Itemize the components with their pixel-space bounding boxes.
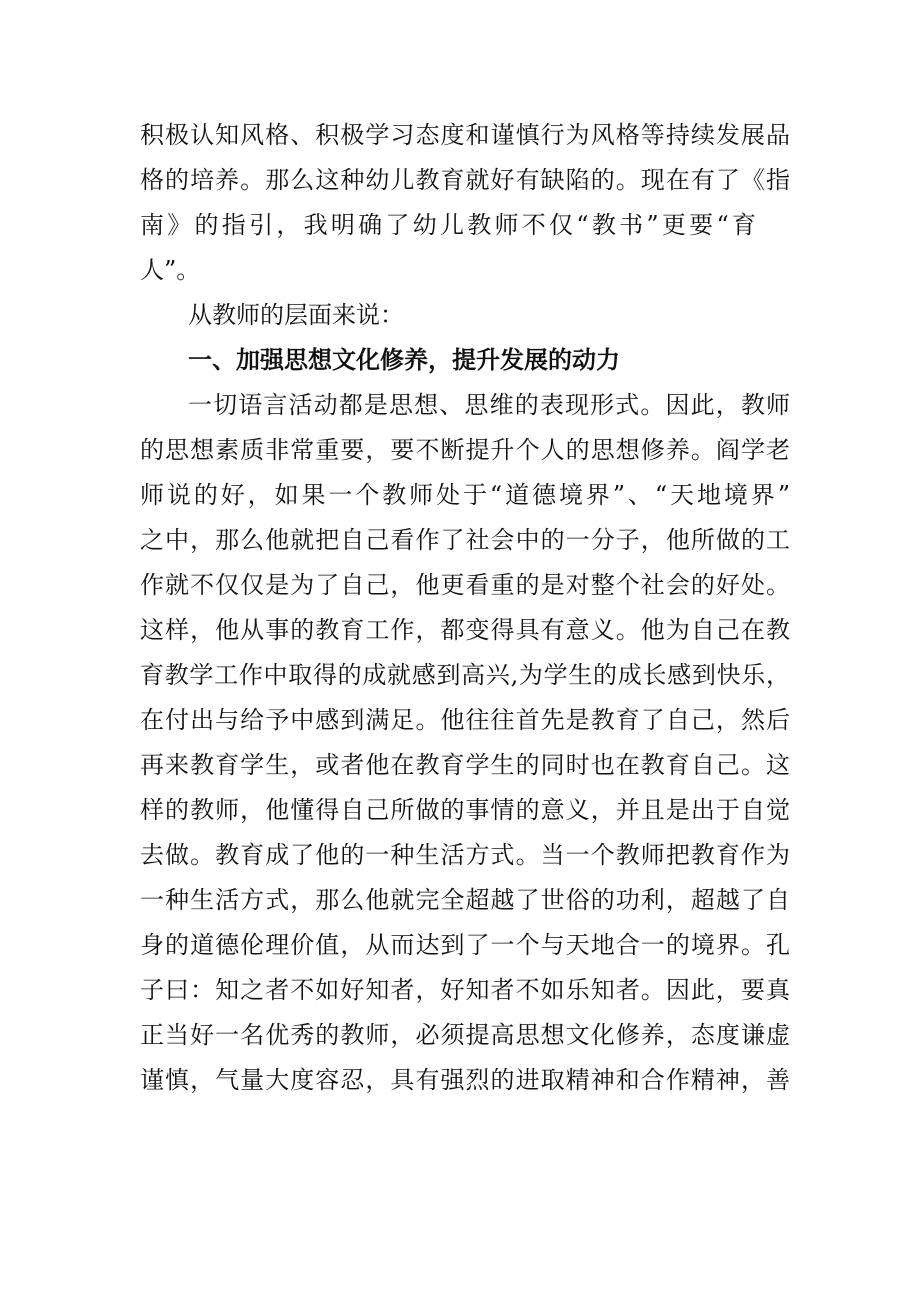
paragraph-3-line-8: 在付出与给予中感到满足。他往往首先是教育了自己，然后 — [140, 706, 790, 734]
paragraph-1-line-2: 格的培养。那么这种幼儿教育就好有缺陷的。现在有了《指 — [140, 166, 790, 194]
paragraph-3-line-5: 作就不仅仅是为了自己，他更看重的是对整个社会的好处。 — [140, 571, 790, 599]
paragraph-3-line-2: 的思想素质非常重要，要不断提升个人的思想修养。阎学老 — [140, 436, 790, 464]
paragraph-3-line-9: 再来教育学生，或者他在教育学生的同时也在教育自己。这 — [140, 751, 790, 779]
paragraph-3-line-13: 身的道德伦理价值，从而达到了一个与天地合一的境界。孔 — [140, 931, 790, 959]
paragraph-3-line-16: 谨慎，气量大度容忍，具有强烈的进取精神和合作精神，善 — [140, 1066, 790, 1094]
paragraph-1 — [140, 113, 790, 293]
paragraph-2: 从教师的层面来说： — [188, 301, 404, 329]
section-heading-1: 一、加强思想文化修养，提升发展的动力 — [188, 346, 620, 374]
paragraph-3-line-7: 育教学工作中取得的成就感到高兴,为学生的成长感到快乐， — [140, 661, 790, 689]
paragraph-3-line-11: 去做。教育成了他的一种生活方式。当一个教师把教育作为 — [140, 841, 790, 869]
paragraph-3-line-15: 正当好一名优秀的教师，必须提高思想文化修养，态度谦虚 — [140, 1021, 790, 1049]
paragraph-1-line-1: 积极认知风格、积极学习态度和谨慎行为风格等持续发展品 — [140, 121, 790, 149]
paragraph-3-line-1: 一切语言活动都是思想、思维的表现形式。因此，教师 — [188, 391, 790, 419]
document-body — [140, 113, 790, 1103]
paragraph-3-line-6: 这样，他从事的教育工作，都变得具有意义。他为自己在教 — [140, 616, 790, 644]
paragraph-3-line-4: 之中，那么他就把自己看作了社会中的一分子，他所做的工 — [140, 526, 790, 554]
paragraph-3-line-14: 子曰：知之者不如好知者，好知者不如乐知者。因此，要真 — [140, 976, 790, 1004]
paragraph-3-line-3: 师说的好，如果一个教师处于“道德境界”、“天地境界” — [140, 481, 790, 509]
paragraph-1-line-4: 人”。 — [140, 256, 201, 284]
paragraph-3-line-12: 一种生活方式，那么他就完全超越了世俗的功利，超越了自 — [140, 886, 790, 914]
paragraph-3 — [140, 383, 790, 1103]
paragraph-3-line-10: 样的教师，他懂得自己所做的事情的意义，并且是出于自觉 — [140, 796, 790, 824]
paragraph-1-line-3: 南》的指引，我明确了幼儿教师不仅“教书”更要“育 — [140, 211, 756, 239]
